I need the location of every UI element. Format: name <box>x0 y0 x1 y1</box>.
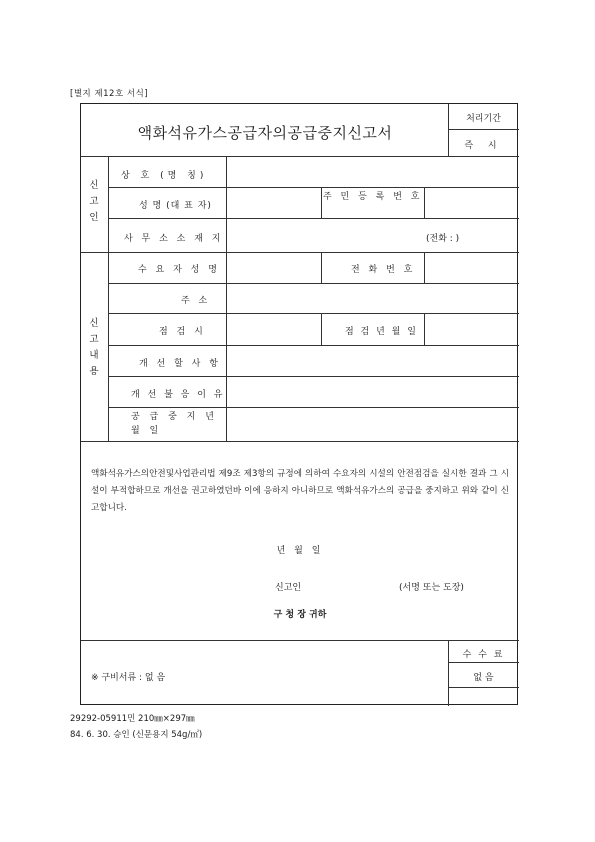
report-form <box>80 103 518 705</box>
customer-name-label: 수 요 자 성 명 <box>138 265 220 275</box>
non-improvement-reason-label: 개 선 불 응 이 유 <box>131 390 225 400</box>
stop-date-field[interactable] <box>227 408 517 441</box>
form-title: 액화석유가스공급자의공급중지신고서 <box>137 124 393 142</box>
representative-field[interactable] <box>227 188 321 218</box>
signer-label: 신고인 <box>275 583 302 593</box>
date-line: 년 월 일 <box>276 546 324 556</box>
processing-value: 즉 시 <box>464 141 503 151</box>
fee-value: 없 음 <box>473 673 494 683</box>
non-improvement-reason-field[interactable] <box>227 377 517 407</box>
inspection-ymd-label: 점 검 년 월 일 <box>345 327 418 337</box>
cell-divider <box>321 252 322 283</box>
representative-label: 성 명 (대 표 자) <box>139 201 212 211</box>
fee-row-line <box>448 687 519 688</box>
customer-name-field[interactable] <box>227 253 321 283</box>
inspection-date-field[interactable] <box>227 314 321 345</box>
company-name-label: 상 호 (명 칭) <box>121 171 208 181</box>
report-statement: 액화석유가스의안전및사업관리법 제9조 제3항의 규정에 의하여 수요자의 시설의 안전점검을 실시한 결과 그 시설이 부적합하므로 개선을 권고하였던바 이에 응하지 아니하므로 액화석유가스의 공급을 중지하고 위와 같이 신고합니다. <box>91 469 509 513</box>
section-column-divider <box>108 156 109 441</box>
improvements-field[interactable] <box>227 346 517 376</box>
inspection-ymd-field[interactable] <box>425 314 517 345</box>
inspection-date-label: 점 검 시 <box>159 327 206 337</box>
cell-divider <box>321 313 322 345</box>
form-number: [별지 제12호 서식] <box>70 89 149 99</box>
form-code: 29292-05911민 210㎜×297㎜ <box>70 714 195 724</box>
details-section-label: 신 고 내 용 <box>89 318 99 377</box>
bottom-section-line <box>81 640 519 641</box>
addressee: 구 청 장 귀하 <box>273 610 327 620</box>
phone-label: 전 화 번 호 <box>351 265 416 275</box>
stop-date-label: 공 급 중 지 년 월 일 <box>131 412 218 436</box>
address-field[interactable] <box>227 284 517 313</box>
office-address-field[interactable] <box>227 219 517 252</box>
address-label: 주 소 <box>181 296 211 306</box>
documents-note: ※ 구비서류 : 없 음 <box>91 673 166 683</box>
cell-divider <box>321 187 322 218</box>
phone-hint: (전화 : ) <box>426 234 460 244</box>
processing-label: 처리기간 <box>466 114 501 124</box>
resident-no-field[interactable] <box>425 188 517 218</box>
improvements-label: 개 선 할 사 항 <box>139 359 221 369</box>
section-line <box>81 441 519 442</box>
resident-no-label: 주 민 등 록 번 호 <box>323 192 423 202</box>
reporter-section-label: 신 고 인 <box>89 180 99 223</box>
signature-hint: (서명 또는 도장) <box>399 583 464 593</box>
phone-field[interactable] <box>425 253 517 283</box>
fee-label: 수 수 료 <box>462 650 505 660</box>
processing-divider <box>448 129 519 130</box>
company-name-field[interactable] <box>227 157 517 187</box>
fee-row-line <box>448 662 519 663</box>
approval-note: 84. 6. 30. 승인 (신문용지 54g/㎡) <box>70 730 203 740</box>
office-address-label: 사 무 소 소 재 지 <box>124 234 224 244</box>
